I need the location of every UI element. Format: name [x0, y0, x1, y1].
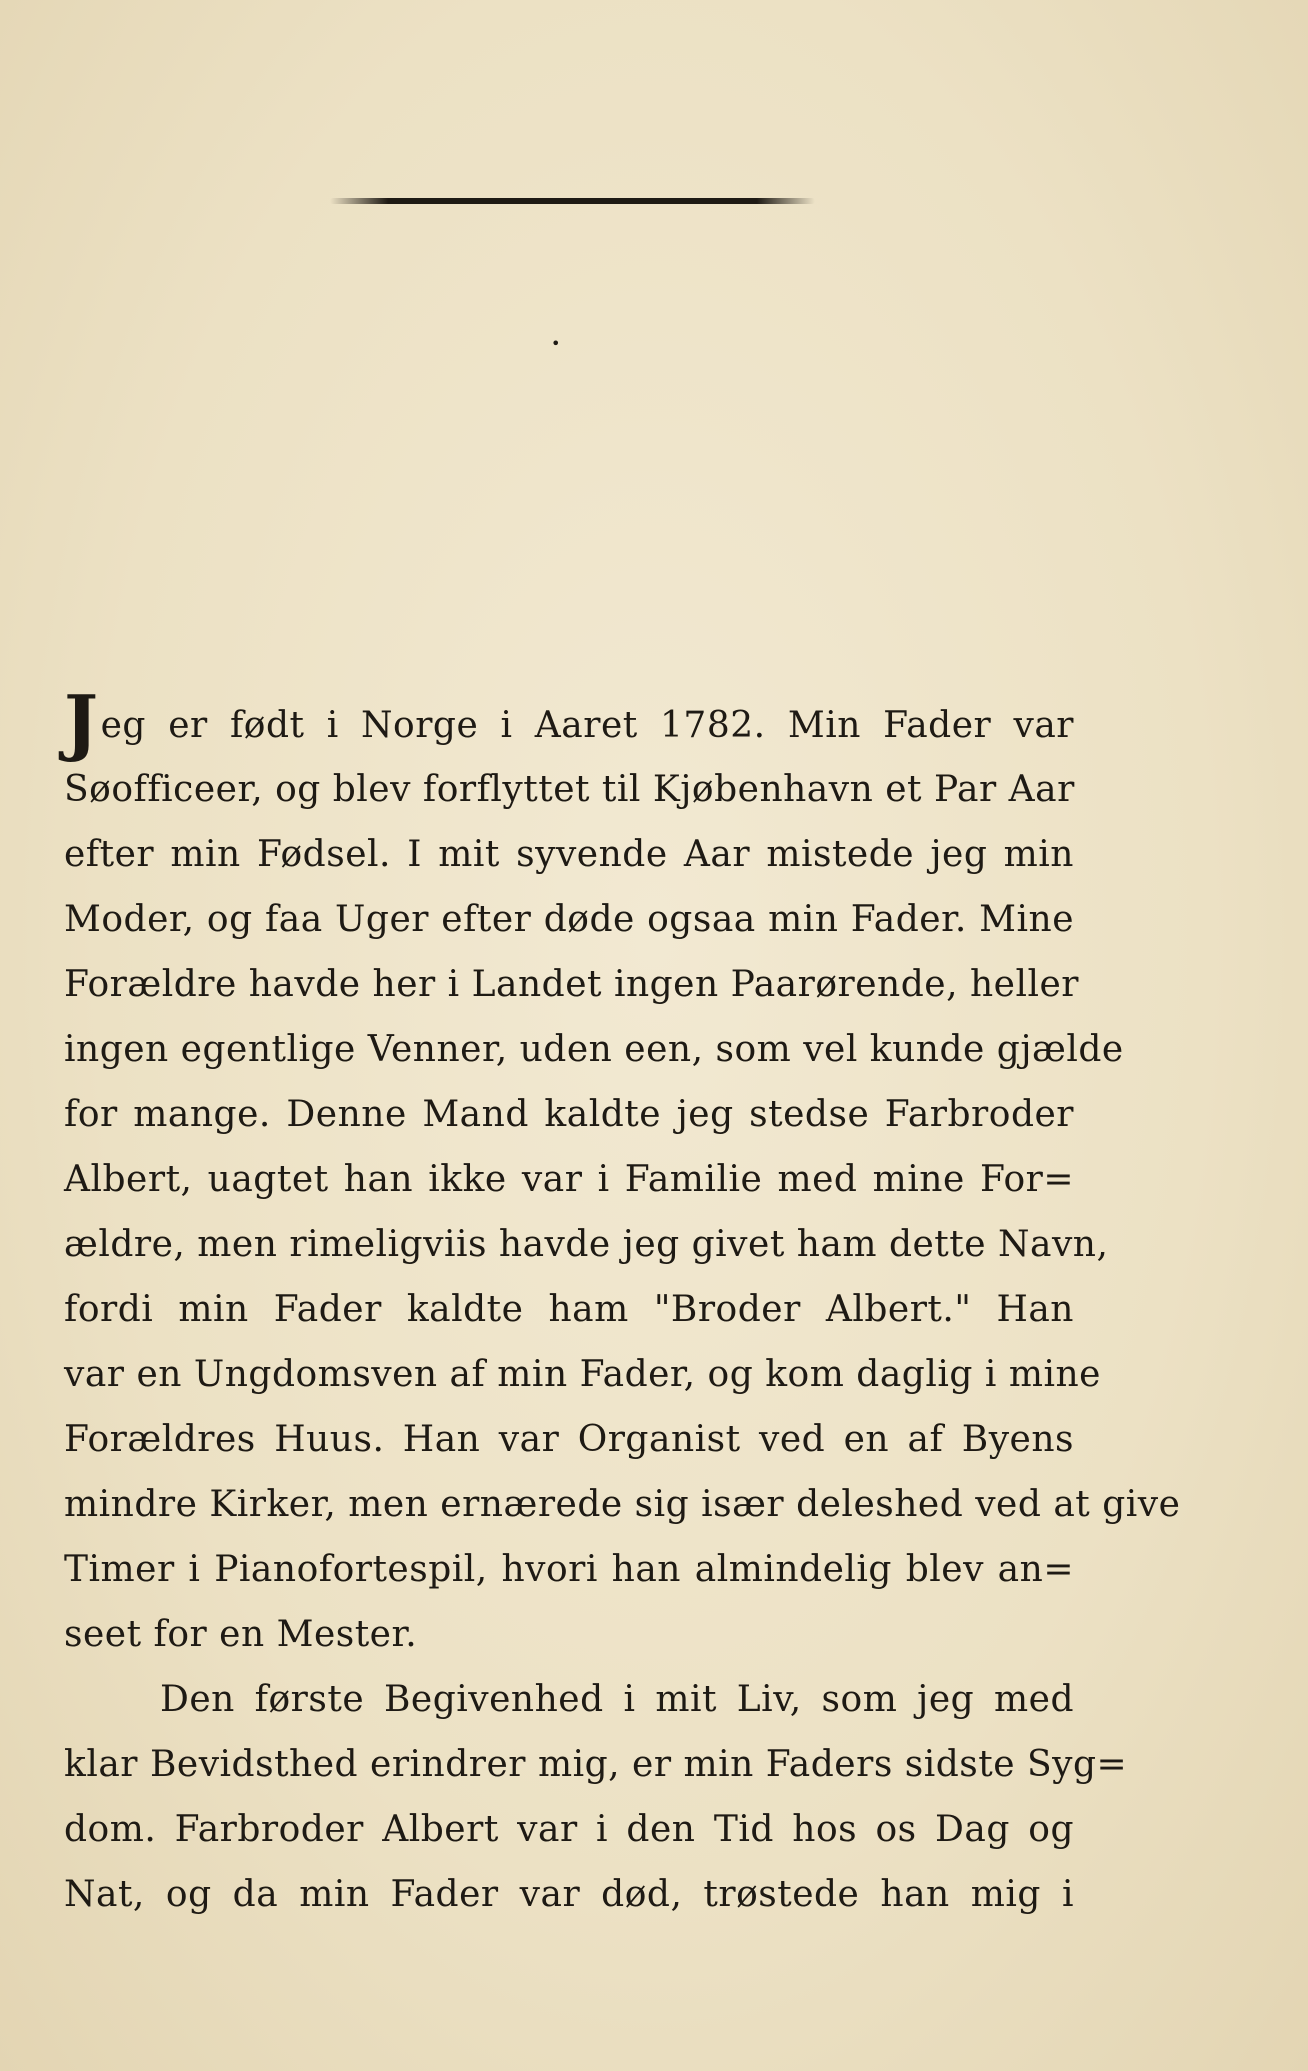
paragraph-1-line-15: seet for en Mester. [64, 1614, 418, 1655]
paragraph-1-line-9: ældre, men rimeligviis havde jeg givet ham dette Navn, [64, 1224, 1109, 1265]
paragraph-2-line-2: klar Bevidsthed erindrer mig, er min Faders sidste Syg= [64, 1744, 1128, 1785]
paragraph-1-line-5: Forældre havde her i Landet ingen Paarørende, heller [64, 964, 1079, 1005]
paragraph-2-line-1: Den første Begivenhed i mit Liv, som jeg med [160, 1679, 1074, 1720]
header-rule [330, 198, 815, 204]
ornament-mark: • [551, 334, 561, 353]
paragraph-1-line-3: efter min Fødsel. I mit syvende Aar mistede jeg min [64, 834, 1074, 875]
paragraph-1-line-13: mindre Kirker, men ernærede sig især deleshed ved at give [64, 1484, 1181, 1525]
paragraph-1-line-2: Søofficeer, og blev forflyttet til Kjøbenhavn et Par Aar [64, 769, 1075, 810]
drop-cap-letter: J [64, 679, 99, 764]
paragraph-1-line-7: for mange. Denne Mand kaldte jeg stedse Farbroder [64, 1094, 1074, 1135]
paragraph-1-line-4: Moder, og faa Uger efter døde ogsaa min Fader. Mine [64, 899, 1074, 940]
paragraph-1-line-6: ingen egentlige Venner, uden een, som vel kunde gjælde [64, 1029, 1124, 1070]
paragraph-2-line-4: Nat, og da min Fader var død, trøstede han mig i [64, 1874, 1074, 1915]
body-text [64, 679, 1181, 1927]
paragraph-1-line-12: Forældres Huus. Han var Organist ved en af Byens [64, 1419, 1074, 1460]
paragraph-2-line-3: dom. Farbroder Albert var i den Tid hos os Dag og [64, 1809, 1074, 1850]
paragraph-1-line-1 [64, 679, 1074, 764]
paragraph-1-line-11: var en Ungdomsven af min Fader, og kom daglig i mine [64, 1354, 1101, 1395]
paragraph-1-line-10: fordi min Fader kaldte ham "Broder Albert." Han [64, 1289, 1074, 1330]
drop-cap-rest: eg er født i Norge i Aaret 1782. Min Fader var [100, 705, 1074, 746]
paragraph-1-line-14: Timer i Pianofortespil, hvori han almindelig blev an= [64, 1549, 1074, 1590]
paragraph-1-line-8: Albert, uagtet han ikke var i Familie med mine For= [64, 1159, 1074, 1200]
